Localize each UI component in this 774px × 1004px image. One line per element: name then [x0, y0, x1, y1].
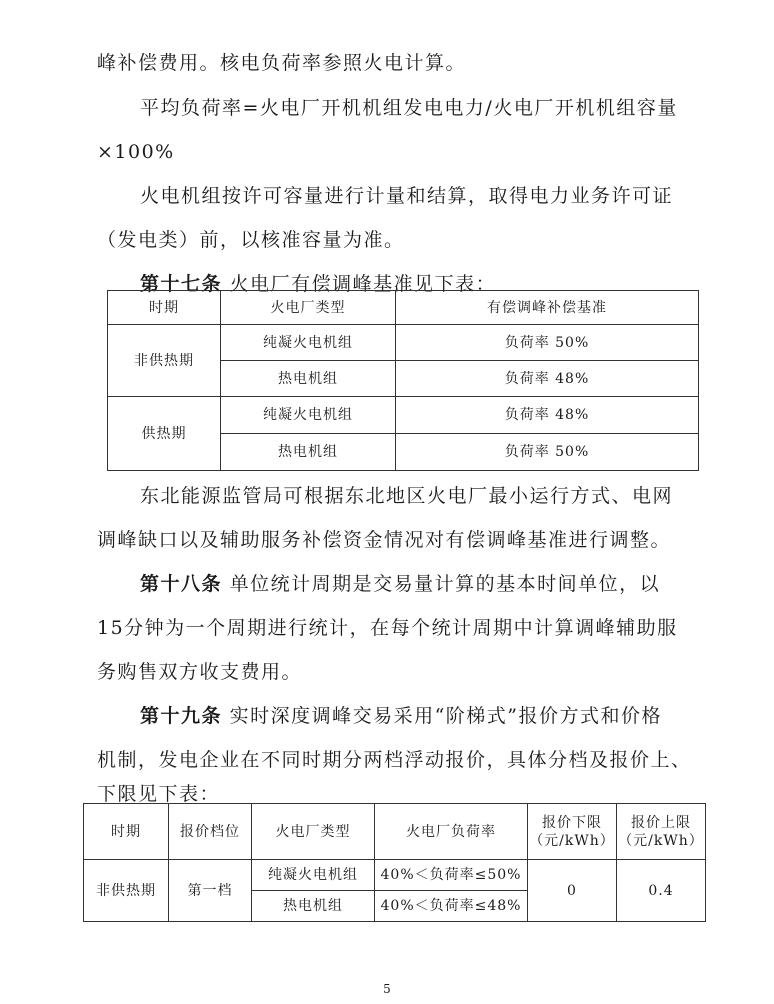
table-cell: 热电机组 [252, 891, 375, 922]
table-header: 报价档位 [169, 804, 252, 860]
paragraph-line: 峰补偿费用。核电负荷率参照火电计算。 [97, 52, 467, 74]
table-cell-lower-limit: 0 [528, 860, 617, 922]
table-cell: 纯凝火电机组 [252, 860, 375, 891]
table-cell-period: 供热期 [108, 397, 221, 471]
header-line: 报价下限 [542, 814, 602, 831]
table-header: 火电厂负荷率 [375, 804, 528, 860]
table-cell: 负荷率 50% [396, 434, 699, 471]
paragraph-line: 调峰缺口以及辅助服务补偿资金情况对有偿调峰基准进行调整。 [97, 529, 672, 551]
article-18-heading [140, 571, 660, 597]
paragraph-line: 下限见下表： [97, 783, 221, 805]
table-header: 有偿调峰补偿基准 [396, 291, 699, 325]
article-label: 第十九条 [140, 705, 223, 727]
article-19-heading [140, 703, 662, 729]
paragraph-line: 平均负荷率=火电厂开机机组发电电力/火电厂开机机组容量 [140, 97, 678, 119]
article-label: 第十七条 [140, 273, 223, 295]
table-cell: 负荷率 48% [396, 361, 699, 397]
header-unit: （元/kWh） [529, 832, 615, 849]
table-header-lower-limit [528, 804, 617, 860]
article-label: 第十八条 [140, 573, 223, 595]
page-number: 5 [383, 982, 391, 996]
table-header: 火电厂类型 [252, 804, 375, 860]
paragraph-line: 务购售双方收支费用。 [97, 661, 303, 683]
article-text: 火电厂有偿调峰基准见下表： [229, 273, 497, 295]
header-unit: （元/kWh） [618, 832, 704, 849]
paragraph-line: 15分钟为一个周期进行统计，在每个统计周期中计算调峰辅助服 [97, 617, 678, 639]
price-tier-table [83, 803, 706, 922]
table-cell-period: 非供热期 [108, 325, 221, 397]
table-cell: 热电机组 [221, 434, 396, 471]
table-cell: 40%＜负荷率≤48% [375, 891, 528, 922]
header-line: 报价上限 [631, 814, 691, 831]
table-header: 时期 [108, 291, 221, 325]
table-cell-period: 非供热期 [84, 860, 169, 922]
paragraph-line: ×100% [97, 141, 175, 163]
peak-regulation-baseline-table [107, 290, 699, 471]
article-text: 单位统计周期是交易量计算的基本时间单位，以 [229, 573, 661, 595]
table-cell: 纯凝火电机组 [221, 325, 396, 361]
paragraph-line: 火电机组按许可容量进行计量和结算，取得电力业务许可证 [140, 185, 674, 207]
table-cell: 负荷率 48% [396, 397, 699, 434]
paragraph-line: （发电类）前，以核准容量为准。 [97, 229, 405, 251]
article-text: 实时深度调峰交易采用“阶梯式”报价方式和价格 [229, 705, 662, 727]
table-cell: 40%＜负荷率≤50% [375, 860, 528, 891]
table-cell-upper-limit: 0.4 [617, 860, 706, 922]
table-cell: 纯凝火电机组 [221, 397, 396, 434]
paragraph-line: 机制，发电企业在不同时期分两档浮动报价，具体分档及报价上、 [97, 749, 692, 771]
table-cell: 热电机组 [221, 361, 396, 397]
table-cell-tier: 第一档 [169, 860, 252, 922]
paragraph-line: 东北能源监管局可根据东北地区火电厂最小运行方式、电网 [140, 485, 674, 507]
table-header: 时期 [84, 804, 169, 860]
table-cell: 负荷率 50% [396, 325, 699, 361]
table-header-upper-limit [617, 804, 706, 860]
table-header: 火电厂类型 [221, 291, 396, 325]
